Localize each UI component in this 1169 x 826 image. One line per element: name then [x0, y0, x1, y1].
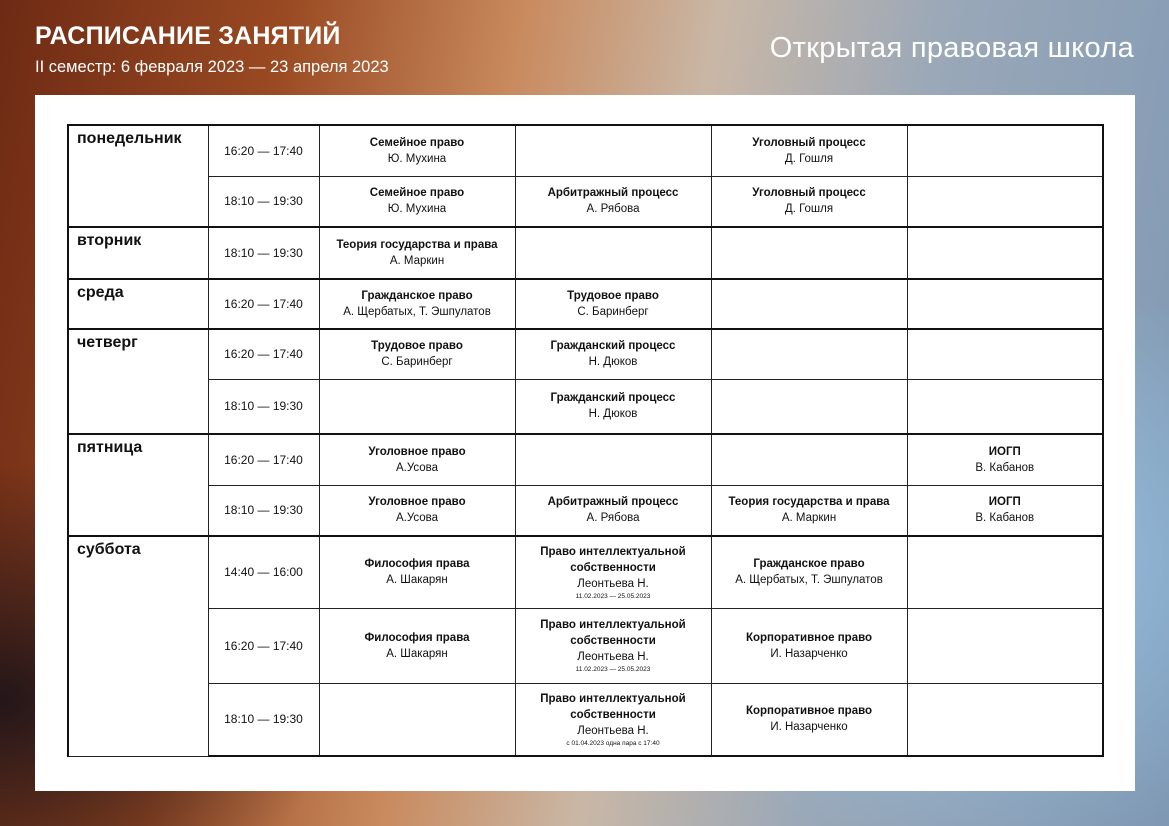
class-cell: [907, 536, 1103, 608]
teacher-name: Ю. Мухина: [387, 203, 447, 216]
subject-name: ИОГП: [988, 496, 1021, 509]
class-cell: [711, 279, 907, 329]
teacher-name: И. Назарченко: [770, 647, 848, 660]
class-cell: [319, 227, 515, 279]
class-cell: [711, 379, 907, 434]
schedule-row: [68, 329, 1103, 379]
class-cell: [515, 683, 711, 756]
subject-name: Теория государства и права: [728, 496, 890, 509]
class-cell: [319, 125, 515, 176]
class-cell: [711, 176, 907, 227]
day-name: среда: [68, 279, 208, 329]
teacher-name: А.Усова: [395, 461, 439, 474]
subject-name: Уголовный процесс: [752, 187, 866, 200]
teacher-name: А. Щербатых, Т. Эшпулатов: [343, 306, 491, 318]
teacher-name: Н. Дюков: [588, 408, 638, 421]
schedule-row: [68, 125, 1103, 176]
time-slot: 16:20 — 17:40: [208, 125, 319, 176]
time-slot: 14:40 — 16:00: [208, 536, 319, 608]
teacher-name: Леонтьева Н.: [577, 577, 649, 590]
teacher-name: А. Шакарян: [386, 574, 448, 587]
date-note: 11.02.2023 — 25.05.2023: [575, 666, 651, 673]
schedule-row: [68, 608, 1103, 683]
subject-name: Арбитражный процесс: [547, 187, 679, 200]
day-name: вторник: [68, 227, 208, 279]
schedule-row: [68, 485, 1103, 536]
subject-name: Уголовное право: [368, 496, 466, 509]
teacher-name: Н. Дюков: [588, 356, 638, 369]
time-slot: 16:20 — 17:40: [208, 434, 319, 485]
class-cell: [319, 379, 515, 434]
class-cell: [515, 227, 711, 279]
class-cell: [515, 608, 711, 683]
class-cell: [711, 683, 907, 756]
schedule-row: [68, 683, 1103, 756]
time-slot: 18:10 — 19:30: [208, 176, 319, 227]
teacher-name: А.Усова: [395, 512, 439, 525]
teacher-name: И. Назарченко: [770, 721, 848, 734]
subject-name: Уголовный процесс: [752, 136, 866, 149]
subject-name: Арбитражный процесс: [547, 496, 679, 509]
day-name: четверг: [68, 329, 208, 434]
class-cell: [319, 329, 515, 379]
subject-name: Гражданский процесс: [550, 340, 676, 353]
subject-name: Семейное право: [369, 187, 465, 200]
semester-dates: II семестр: 6 февраля 2023 — 23 апреля 2023: [35, 58, 389, 76]
class-cell: [515, 329, 711, 379]
page-title: РАСПИСАНИЕ ЗАНЯТИЙ: [35, 22, 341, 50]
class-cell: [711, 536, 907, 608]
teacher-name: А. Шакарян: [386, 647, 448, 660]
class-cell: [319, 683, 515, 756]
schedule-row: [68, 536, 1103, 608]
subject-name: Философия права: [364, 631, 470, 644]
teacher-name: Д. Гошля: [784, 203, 834, 216]
class-cell: [907, 379, 1103, 434]
class-cell: [515, 176, 711, 227]
teacher-name: А. Щербатых, Т. Эшпулатов: [735, 574, 883, 587]
day-name: суббота: [68, 536, 208, 756]
school-name: Открытая правовая школа: [769, 32, 1134, 64]
subject-name: Гражданское право: [753, 558, 865, 571]
class-cell: [711, 329, 907, 379]
time-slot: 18:10 — 19:30: [208, 683, 319, 756]
teacher-name: Ю. Мухина: [387, 152, 447, 165]
subject-name: Корпоративное право: [745, 705, 873, 718]
schedule-table: [67, 124, 1104, 757]
class-cell: [515, 434, 711, 485]
class-cell: [907, 329, 1103, 379]
day-name: понедельник: [68, 125, 208, 227]
teacher-name: Д. Гошля: [784, 152, 834, 165]
schedule-row: [68, 176, 1103, 227]
class-cell: [907, 608, 1103, 683]
teacher-name: С. Баринберг: [381, 356, 453, 369]
class-cell: [515, 485, 711, 536]
teacher-name: С. Баринберг: [577, 306, 649, 318]
class-cell: [515, 279, 711, 329]
subject-name: Уголовное право: [368, 445, 466, 458]
subject-name: Право интеллектуальной собственности: [540, 545, 686, 574]
teacher-name: Леонтьева Н.: [577, 724, 649, 737]
subject-name: Философия права: [364, 558, 470, 571]
subject-name: Право интеллектуальной собственности: [540, 619, 686, 647]
schedule-row: [68, 227, 1103, 279]
class-cell: [319, 434, 515, 485]
teacher-name: А. Маркин: [389, 255, 445, 267]
time-slot: 18:10 — 19:30: [208, 227, 319, 279]
class-cell: [907, 176, 1103, 227]
subject-name: Гражданский процесс: [550, 392, 676, 405]
teacher-name: Леонтьева Н.: [577, 651, 649, 663]
class-cell: [711, 485, 907, 536]
subject-name: Корпоративное право: [745, 631, 873, 644]
class-cell: [515, 125, 711, 176]
time-slot: 18:10 — 19:30: [208, 485, 319, 536]
time-slot: 18:10 — 19:30: [208, 379, 319, 434]
teacher-name: В. Кабанов: [975, 461, 1035, 474]
subject-name: Право интеллектуальной собственности: [540, 692, 686, 721]
class-cell: [907, 227, 1103, 279]
teacher-name: А. Рябова: [586, 512, 640, 525]
class-cell: [319, 279, 515, 329]
class-cell: [319, 485, 515, 536]
subject-name: Семейное право: [369, 136, 465, 149]
schedule-row: [68, 379, 1103, 434]
teacher-name: А. Маркин: [781, 512, 837, 525]
teacher-name: А. Рябова: [586, 203, 640, 216]
subject-name: Теория государства и права: [336, 239, 498, 251]
class-cell: [711, 608, 907, 683]
subject-name: Трудовое право: [371, 340, 463, 353]
class-cell: [907, 279, 1103, 329]
class-cell: [907, 485, 1103, 536]
schedule-row: [68, 279, 1103, 329]
class-cell: [711, 125, 907, 176]
class-cell: [515, 379, 711, 434]
class-cell: [319, 176, 515, 227]
class-cell: [515, 536, 711, 608]
day-name: пятница: [68, 434, 208, 536]
subject-name: Гражданское право: [361, 290, 473, 302]
schedule-row: [68, 434, 1103, 485]
class-cell: [907, 683, 1103, 756]
subject-name: Трудовое право: [567, 290, 659, 302]
time-slot: 16:20 — 17:40: [208, 279, 319, 329]
subject-name: ИОГП: [988, 445, 1021, 458]
class-cell: [319, 536, 515, 608]
class-cell: [907, 434, 1103, 485]
date-note: 11.02.2023 — 25.05.2023: [575, 592, 651, 600]
class-cell: [711, 227, 907, 279]
schedule-panel: [35, 95, 1135, 791]
time-slot: 16:20 — 17:40: [208, 608, 319, 683]
time-slot: 16:20 — 17:40: [208, 329, 319, 379]
teacher-name: В. Кабанов: [975, 512, 1035, 525]
class-cell: [711, 434, 907, 485]
class-cell: [319, 608, 515, 683]
date-note: с 01.04.2023 одна пара с 17:40: [566, 739, 660, 747]
class-cell: [907, 125, 1103, 176]
